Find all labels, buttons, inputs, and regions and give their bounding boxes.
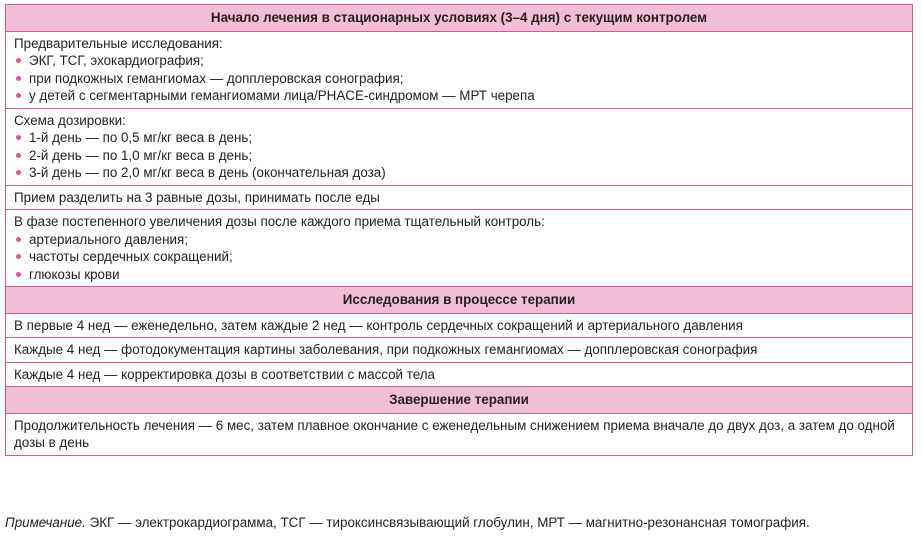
list-item: глюкозы крови: [14, 266, 904, 284]
table-row-dose-split: [6, 185, 912, 210]
row-intro: В фазе постепенного увеличения дозы после каждого приема тщательный контроль:: [14, 214, 545, 229]
section-header-start: Начало лечения в стационарных условиях (3–4 дня) с текущим контролем: [6, 5, 912, 31]
list-item: 3-й день — по 2,0 мг/кг веса в день (окончательная доза): [14, 164, 904, 182]
bullet-list: [14, 129, 904, 182]
list-item: 1-й день — по 0,5 мг/кг веса в день;: [14, 129, 904, 147]
list-item: при подкожных гемангиомах — допплеровская сонография;: [14, 70, 904, 88]
row-text: Продолжительность лечения — 6 мес, затем плавное окончание с еженедельным снижением приема вначале до двух доз, а затем до одной дозы в день: [14, 417, 895, 450]
footnote: [5, 514, 917, 532]
list-item: 2-й день — по 1,0 мг/кг веса в день;: [14, 147, 904, 165]
row-intro: Предварительные исследования:: [14, 35, 223, 51]
list-item: ЭКГ, ТСГ, эхокардиография;: [14, 52, 904, 70]
table-row: [6, 362, 912, 387]
section-header-completion: Завершение терапии: [6, 386, 912, 413]
table-row-dosage: [6, 108, 912, 185]
list-item: у детей с сегментарными гемангиомами лица/PHACE-синдромом — МРТ черепа: [14, 87, 904, 105]
list-item: артериального давления;: [14, 231, 904, 249]
section-header-investigations: Исследования в процессе терапии: [6, 286, 912, 313]
list-item: частоты сердечных сокращений;: [14, 248, 904, 266]
row-text: Каждые 4 нед — фотодокументация картины заболевания, при подкожных гемангиомах — допплеровская сонография: [14, 342, 758, 357]
row-text: Каждые 4 нед — корректировка дозы в соответствии с массой тела: [14, 366, 435, 382]
footnote-label: Примечание.: [5, 515, 86, 530]
row-text: Прием разделить на 3 равные дозы, принимать после еды: [14, 189, 380, 205]
table-row: [6, 413, 912, 455]
table-row: [6, 313, 912, 338]
row-text: В первые 4 нед — еженедельно, затем каждые 2 нед — контроль сердечных сокращений и артериального давления: [14, 317, 743, 333]
therapy-table: [5, 4, 913, 456]
table-row-preliminary: [6, 31, 912, 108]
bullet-list: [14, 52, 904, 105]
table-row-monitoring: [6, 209, 912, 286]
row-intro: Схема дозировки:: [14, 112, 126, 128]
table-row: [6, 337, 912, 362]
footnote-text: ЭКГ — электрокардиограмма, ТСГ — тироксинсвязывающий глобулин, МРТ — магнитно-резонансная томография.: [85, 515, 810, 530]
bullet-list: [14, 231, 904, 284]
